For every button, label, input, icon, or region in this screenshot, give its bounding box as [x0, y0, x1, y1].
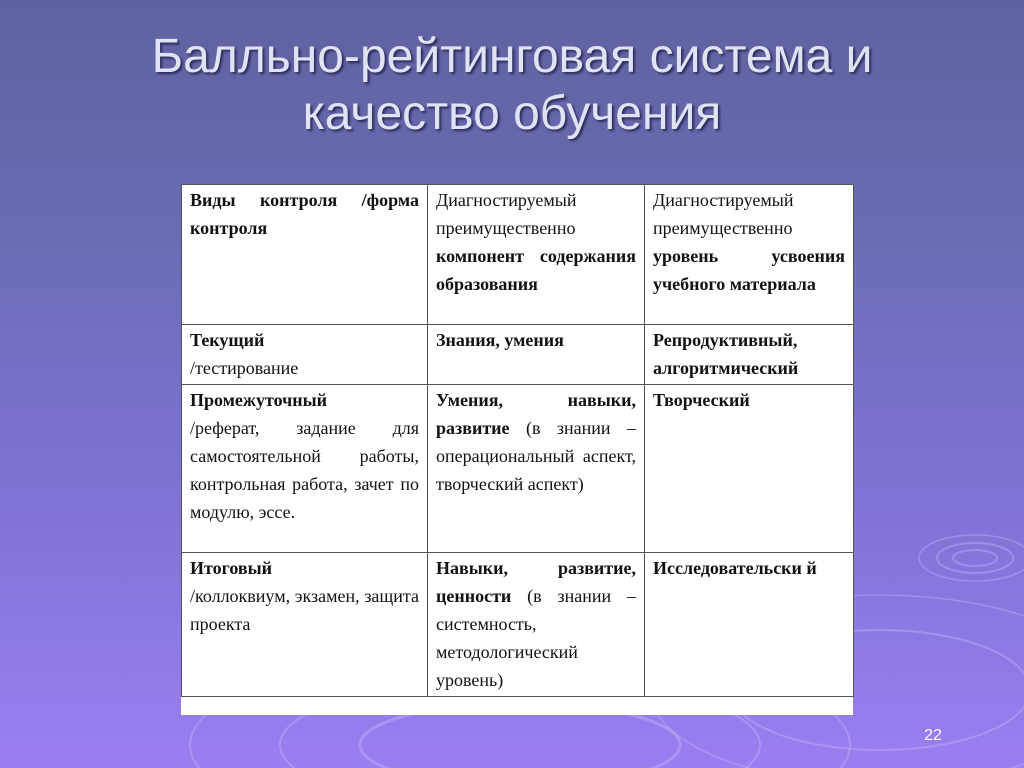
row-intermediate-level-text: Творческий — [653, 390, 750, 410]
header-control-type-text: Виды контроля /форма контроля — [190, 190, 419, 238]
control-types-table-container — [181, 184, 853, 715]
table-row — [182, 385, 854, 553]
header-component-bold: компонент содержания образования — [436, 246, 636, 294]
table-row — [182, 553, 854, 697]
row-final-control-type — [182, 553, 428, 697]
page-number: 22 — [924, 727, 942, 744]
row-intermediate-level — [645, 385, 854, 553]
header-level — [645, 185, 854, 325]
row-current-level-text: Репродуктивный, алгоритмический — [653, 330, 799, 378]
row-final-type-name: Итоговый — [190, 558, 273, 578]
slide-title — [40, 28, 984, 142]
row-final-level — [645, 553, 854, 697]
header-component-lead: Диагностируемый преимущественно — [436, 190, 577, 238]
row-final-type-form: /коллоквиум, экзамен, защита проекта — [190, 586, 419, 634]
control-types-table — [181, 184, 854, 697]
row-current-type-form: /тестирование — [190, 358, 299, 378]
row-current-component — [428, 325, 645, 385]
row-intermediate-type-form: /реферат, задание для самостоятельной работы, контрольная работа, зачет по модулю, эссе. — [190, 418, 419, 522]
row-final-component-rest: (в знании – системность, методологический уровень) — [436, 586, 636, 690]
row-final-level-text: Исследовательски й — [653, 558, 817, 578]
row-final-component-bold: Навыки, развитие, ценности — [436, 558, 636, 606]
table-row — [182, 325, 854, 385]
row-final-component — [428, 553, 645, 697]
row-intermediate-component-bold: Умения, навыки, развитие — [436, 390, 636, 438]
row-intermediate-component — [428, 385, 645, 553]
slide-title-line-1: Балльно-рейтинговая система и — [151, 30, 873, 83]
row-current-component-bold: Знания, умения — [436, 330, 564, 350]
header-level-lead: Диагностируемый преимущественно — [653, 190, 794, 238]
row-intermediate-type-name: Промежуточный — [190, 390, 328, 410]
header-level-bold: уровень усвоения учебного материала — [653, 246, 845, 294]
slide-title-line-2: качество обучения — [302, 87, 722, 140]
header-component — [428, 185, 645, 325]
row-current-control-type — [182, 325, 428, 385]
row-current-level — [645, 325, 854, 385]
header-control-type — [182, 185, 428, 325]
row-intermediate-component-rest: (в знании – операциональный аспект, творческий аспект) — [436, 418, 636, 494]
row-intermediate-control-type — [182, 385, 428, 553]
table-header-row — [182, 185, 854, 325]
row-current-type-name: Текущий — [190, 330, 265, 350]
